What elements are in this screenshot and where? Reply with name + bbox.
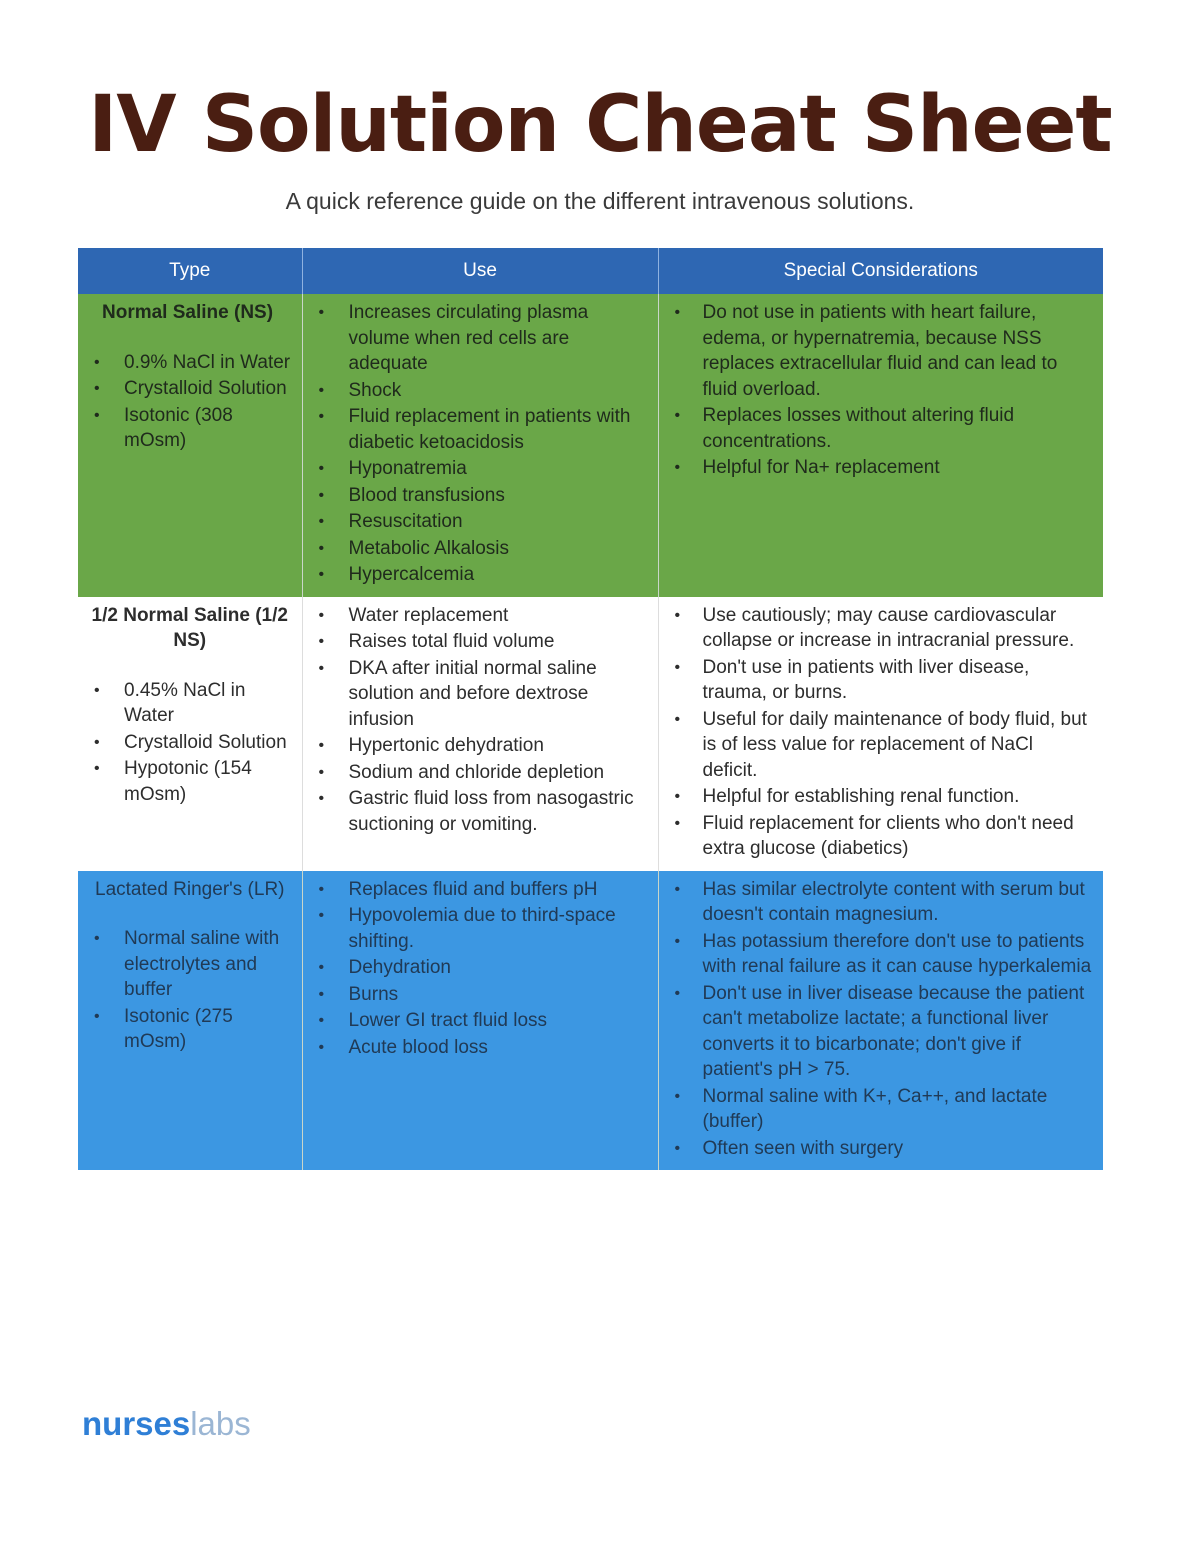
solution-name: 1/2 Normal Saline (1/2 NS) — [91, 604, 288, 651]
use-list — [313, 300, 648, 588]
list-item: • Increases circulating plasma volume when red cells are adequate — [313, 300, 648, 377]
list-item: • Metabolic Alkalosis — [313, 536, 648, 562]
considerations-list — [669, 877, 1094, 1162]
list-item: • Raises total fluid volume — [313, 629, 648, 655]
list-item: • Lower GI tract fluid loss — [313, 1008, 648, 1034]
table-header-row — [78, 248, 1103, 294]
list-item: • Shock — [313, 378, 648, 404]
nurseslabs-logo — [82, 1405, 251, 1443]
list-item: • Crystalloid Solution — [88, 730, 292, 756]
list-item: • Gastric fluid loss from nasogastric suctioning or vomiting. — [313, 786, 648, 837]
list-item: • Dehydration — [313, 955, 648, 981]
use-cell — [302, 597, 658, 871]
solution-name: Normal Saline (NS) — [102, 302, 274, 323]
list-item: • Sodium and chloride depletion — [313, 760, 648, 786]
list-item: • Normal saline with electrolytes and buffer — [88, 926, 292, 1003]
list-item: • 0.9% NaCl in Water — [88, 350, 292, 376]
header-use: Use — [302, 248, 658, 294]
list-item: • Replaces losses without altering fluid concentrations. — [669, 403, 1094, 454]
row-normal-saline — [78, 294, 1103, 597]
list-item: • 0.45% NaCl in Water — [88, 678, 292, 729]
use-list — [313, 603, 648, 838]
list-item: • Blood transfusions — [313, 483, 648, 509]
considerations-cell — [658, 597, 1103, 871]
list-item: • Do not use in patients with heart failure, edema, or hypernatremia, because NSS replaces extracellular fluid and can lead to fluid overload. — [669, 300, 1094, 402]
logo-part-1: nurses — [82, 1405, 191, 1442]
logo-part-2: labs — [190, 1405, 251, 1442]
list-item: • Has similar electrolyte content with serum but doesn't contain magnesium. — [669, 877, 1094, 928]
iv-solution-table — [78, 248, 1103, 1170]
list-item: • Resuscitation — [313, 509, 648, 535]
list-item: • Hypovolemia due to third-space shifting. — [313, 903, 648, 954]
type-cell — [78, 597, 302, 871]
list-item: • Has potassium therefore don't use to patients with renal failure as it can cause hyperkalemia — [669, 929, 1094, 980]
list-item: • Isotonic (308 mOsm) — [88, 403, 292, 454]
list-item: • Fluid replacement in patients with diabetic ketoacidosis — [313, 404, 648, 455]
considerations-cell — [658, 871, 1103, 1171]
row-lactated-ringers — [78, 871, 1103, 1171]
list-item: • Normal saline with K+, Ca++, and lactate (buffer) — [669, 1084, 1094, 1135]
list-item: • Don't use in patients with liver disease, trauma, or burns. — [669, 655, 1094, 706]
list-item: • Often seen with surgery — [669, 1136, 1094, 1162]
type-cell — [78, 294, 302, 597]
type-list — [88, 926, 292, 1055]
header-type: Type — [78, 248, 302, 294]
list-item: • Acute blood loss — [313, 1035, 648, 1061]
page-title: IV Solution Cheat Sheet — [88, 80, 1112, 170]
list-item: • Water replacement — [313, 603, 648, 629]
list-item: • Hypercalcemia — [313, 562, 648, 588]
list-item: • Fluid replacement for clients who don't need extra glucose (diabetics) — [669, 811, 1094, 862]
considerations-cell — [658, 294, 1103, 597]
list-item: • Isotonic (275 mOsm) — [88, 1004, 292, 1055]
type-list — [88, 350, 292, 454]
use-list — [313, 877, 648, 1061]
list-item: • Hypotonic (154 mOsm) — [88, 756, 292, 807]
considerations-list — [669, 300, 1094, 481]
type-list — [88, 678, 292, 808]
use-cell — [302, 871, 658, 1171]
list-item: • Don't use in liver disease because the patient can't metabolize lactate; a functional liver converts it to bicarbonate; don't give if patient's pH > 75. — [669, 981, 1094, 1083]
list-item: • Hyponatremia — [313, 456, 648, 482]
page-subtitle: A quick reference guide on the different intravenous solutions. — [285, 188, 915, 214]
list-item: • Useful for daily maintenance of body fluid, but is of less value for replacement of NaCl deficit. — [669, 707, 1094, 784]
use-cell — [302, 294, 658, 597]
solution-name: Lactated Ringer's (LR) — [95, 878, 285, 900]
list-item: • Helpful for establishing renal function. — [669, 784, 1094, 810]
considerations-list — [669, 603, 1094, 862]
list-item: • Hypertonic dehydration — [313, 733, 648, 759]
header-special-considerations: Special Considerations — [658, 248, 1103, 294]
list-item: • Helpful for Na+ replacement — [669, 455, 1094, 481]
type-cell — [78, 871, 302, 1171]
list-item: • Use cautiously; may cause cardiovascular collapse or increase in intracranial pressure. — [669, 603, 1094, 654]
row-half-normal-saline — [78, 597, 1103, 871]
list-item: • Replaces fluid and buffers pH — [313, 877, 648, 903]
list-item: • Burns — [313, 982, 648, 1008]
list-item: • Crystalloid Solution — [88, 376, 292, 402]
list-item: • DKA after initial normal saline solution and before dextrose infusion — [313, 656, 648, 733]
